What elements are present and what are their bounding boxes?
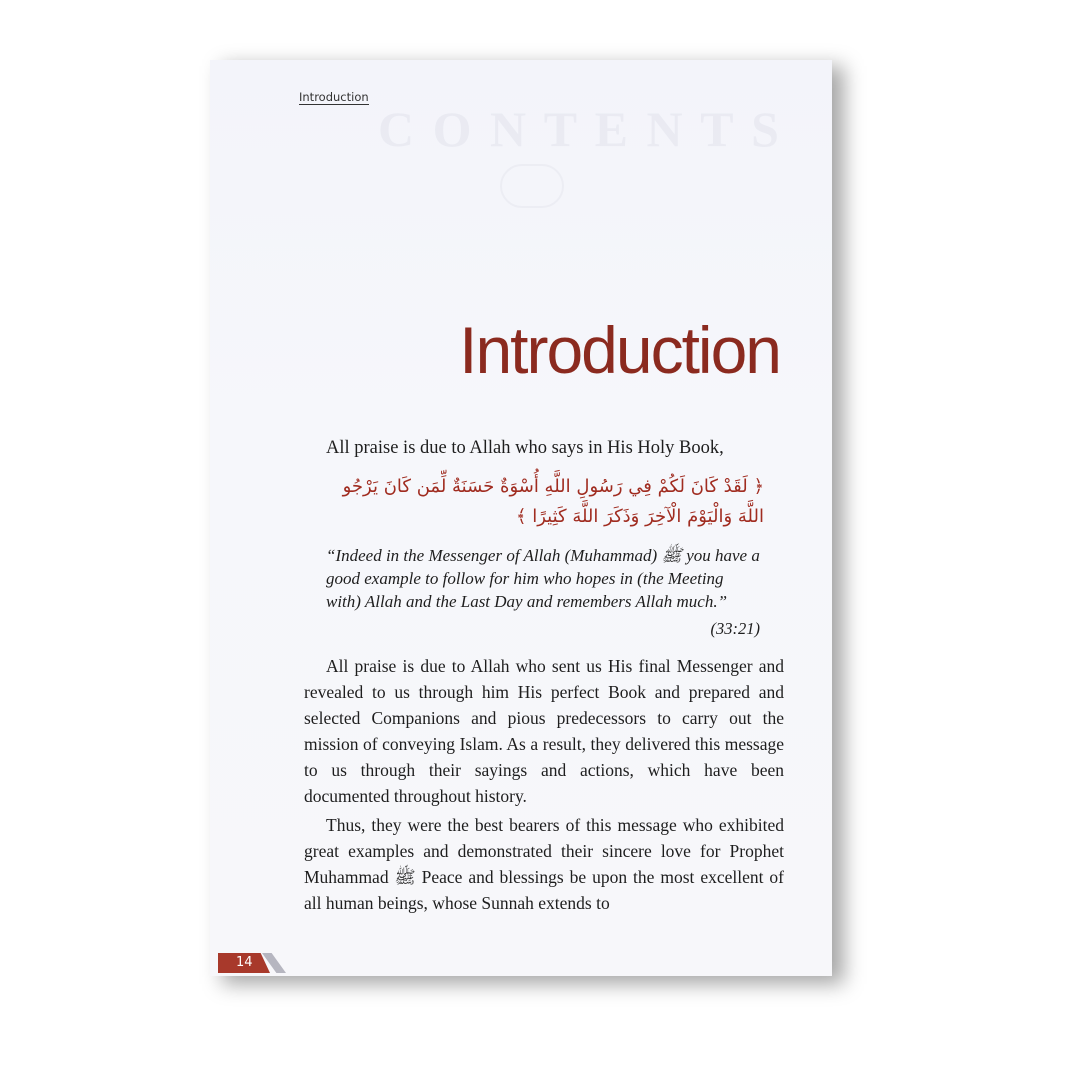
page-number: 14 — [236, 955, 253, 970]
book-page — [210, 60, 832, 976]
page-number-tab — [218, 953, 270, 973]
verse-reference: (33:21) — [710, 619, 760, 638]
verse-translation: “Indeed in the Messenger of Allah (Muhammad) ﷺ you have a good example to follow for him who hopes in (the Meeting with) Allah and the Last Day and remembers Allah much.” — [326, 546, 760, 611]
body-paragraph: Thus, they were the best bearers of this message who exhibited great examples and demonstrated their sincere love for Prophet Muhammad ﷺ Peace and blessings be upon the most excellent of all human beings, whose Sunnah extends to — [304, 815, 784, 913]
intro-line: All praise is due to Allah who says in His Holy Book, — [326, 438, 724, 458]
arabic-verse: ﴿ لَقَدْ كَانَ لَكُمْ فِي رَسُولِ اللَّهِ أُسْوَةٌ حَسَنَةٌ لِّمَن كَانَ يَرْجُو اللَّهَ وَالْيَوْمَ الْآخِرَ وَذَكَرَ اللَّهَ كَثِيرًا ﴾ — [342, 476, 764, 527]
show-through-ghost-text: C O N T E N T S — [378, 101, 782, 157]
body-paragraph: All praise is due to Allah who sent us His final Messenger and revealed to us through him His perfect Book and prepared and selected Companions and pious predecessors to carry out the mission of conveying Islam. As a result, they delivered this message to us through their sayings and actions, which have been documented throughout history. — [304, 656, 784, 806]
running-head: Introduction — [299, 90, 369, 104]
show-through-ornament — [500, 164, 564, 208]
chapter-title: Introduction — [459, 313, 780, 387]
